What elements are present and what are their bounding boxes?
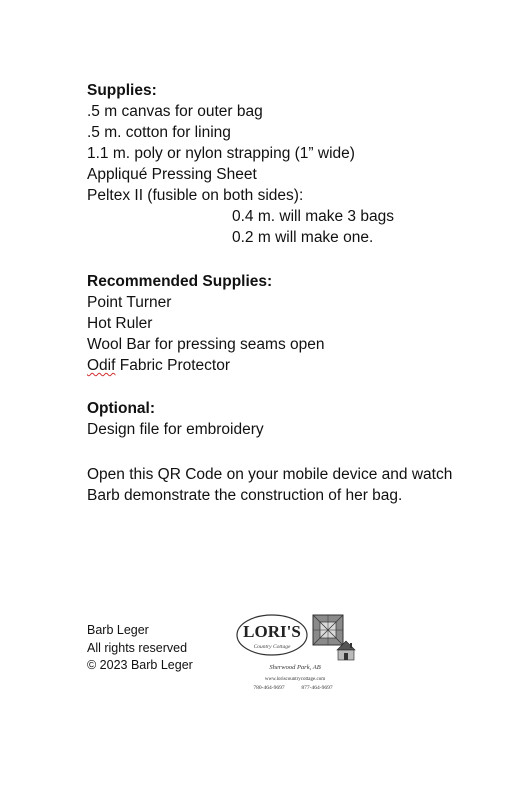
recommended-item: Point Turner (87, 294, 172, 311)
supplies-item: Peltex II (fusible on both sides): (87, 187, 304, 204)
store-logo (234, 610, 360, 696)
logo-location: Sherwood Park, AB (269, 664, 321, 671)
footer-rights: All rights reserved (87, 640, 188, 655)
recommended-item: Hot Ruler (87, 315, 153, 332)
spellcheck-word[interactable]: Odif (87, 357, 116, 374)
optional-item: Design file for embroidery (87, 421, 264, 438)
supplies-sub-item: 0.2 m will make one. (232, 229, 374, 246)
recommended-section (87, 271, 325, 376)
supplies-sub-item: 0.4 m. will make 3 bags (232, 208, 394, 225)
recommended-item (87, 355, 325, 376)
recommended-item: Wool Bar for pressing seams open (87, 336, 325, 353)
store-logo-graphic (234, 610, 360, 696)
logo-phone: 780-464-9697 (253, 685, 285, 691)
optional-heading: Optional: (87, 400, 156, 417)
supplies-section (87, 80, 394, 248)
supplies-item: .5 m canvas for outer bag (87, 103, 263, 120)
logo-website: www.loriscountrycottage.com (264, 677, 326, 682)
quilt-icon (313, 615, 343, 645)
qr-instructions-line: Barb demonstrate the construction of her bag. (87, 487, 403, 504)
footer (87, 622, 193, 675)
qr-instructions (87, 464, 452, 506)
logo-subtitle: Country Cottage (253, 644, 291, 650)
logo-name: LORI'S (243, 622, 301, 641)
footer-author: Barb Leger (87, 623, 149, 637)
logo-phone: 877-464-9697 (301, 685, 333, 691)
recommended-item-rest: Fabric Protector (115, 357, 230, 374)
supplies-item: Appliqué Pressing Sheet (87, 166, 257, 183)
optional-section (87, 398, 264, 440)
footer-copyright: © 2023 Barb Leger (87, 658, 193, 672)
recommended-heading: Recommended Supplies: (87, 273, 273, 290)
qr-instructions-line: Open this QR Code on your mobile device and watch (87, 466, 453, 483)
supplies-heading: Supplies: (87, 82, 157, 99)
supplies-item: .5 m. cotton for lining (87, 124, 231, 141)
supplies-item: 1.1 m. poly or nylon strapping (1” wide) (87, 145, 355, 162)
